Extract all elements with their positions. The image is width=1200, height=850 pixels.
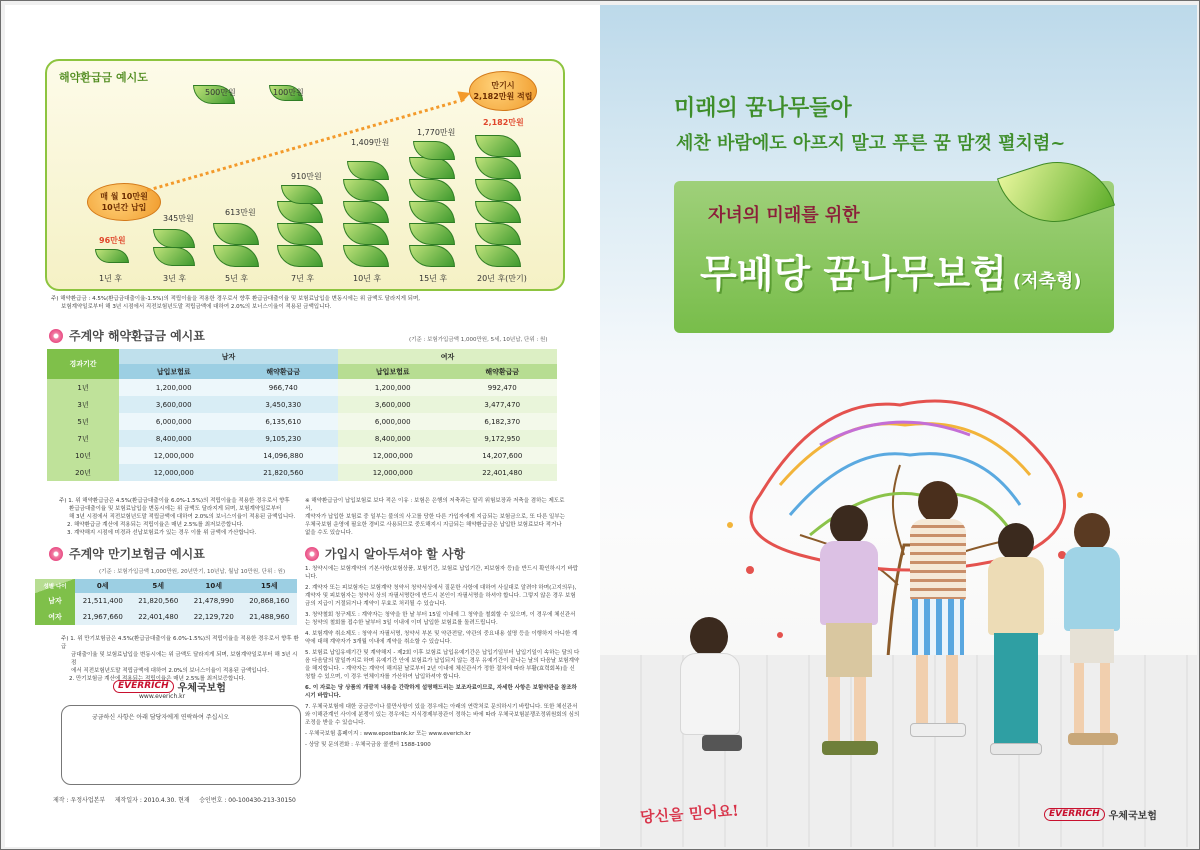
notice-item: 2. 계약자 또는 피보험자는 보험계약 청약서 청약서상에서 질문한 사항에 대하여 사실대로 알려야 하며(고지의무), 계약자 및 피보험자는 청약서 상의 자필서명란에 반드시 본인이 자필서명을 하셔야 합니다. 그렇지 않은 경우 보험금의 지급이 거절되거나 계약이 무효로 처리될 수 있습니다. bbox=[305, 585, 577, 607]
cover-page bbox=[600, 5, 1197, 847]
flower-icon bbox=[305, 547, 319, 561]
year-15: 15년 후 bbox=[419, 274, 448, 283]
notice-item: 6. 이 자료는 당 상품의 개괄적 내용을 간략하게 설명해드리는 보조자료이므로, 자세한 사항은 보험약관을 참조하시기 바랍니다. bbox=[305, 685, 577, 699]
table-row: 3년 3,600,000 3,450,330 3,600,000 3,477,470 bbox=[47, 396, 557, 413]
table2-title: 주계약 만기보험금 예시표 bbox=[49, 545, 205, 562]
child-figure bbox=[984, 523, 1048, 757]
leaf-icon bbox=[153, 229, 195, 248]
age-col: 10세 bbox=[186, 579, 242, 593]
year-7: 7년 후 bbox=[291, 274, 315, 283]
group-female: 여자 bbox=[338, 349, 557, 364]
leaf-icon bbox=[343, 245, 389, 267]
notice-item: - 상담 및 문의전화 : 우체국금융 콜센터 1588-1900 bbox=[305, 742, 431, 748]
logo-mark: EVERRICH bbox=[1044, 808, 1105, 821]
product-type: (저축형) bbox=[1012, 271, 1082, 292]
leaf-icon bbox=[409, 157, 455, 179]
age-col: 5세 bbox=[131, 579, 187, 593]
table1-notes-left: 주) 1. 위 해약환급금은 4.5%(환급금대출이율 6.0%-1.5%)의 적립이율을 적용한 경우로서 향후 환급금대출이율 및 보험료납입을 변동시에는 위 금액도 달라지게 되며, 보험계약일로부터 해 3년 시점에서 직전보험년도말 적립금액에 대하여 2.0%의 보너스이율이 적용된 금액입니다. 2. 해약환급금 계산에 적용되는 적립이율은 매년 2.5%를 최저보증합니다. 3. 계약해지 시점에 미경과 선납보험료가 있는 경우 이를 위 금액에 가산합니다. bbox=[59, 498, 296, 536]
leaf-icon bbox=[409, 179, 455, 201]
table1-notes-right: ※ 해약환급금이 납입보험료 보다 적은 이유 : 보험은 은행의 저축과는 달리 위험보장과 저축을 겸하는 제도로서, 계약자가 납입한 보험료 중 일부는 불의의 사고를 당한 다른 가입자에게 지급되는 보험금으로, 또 다른 일부는 우체국보험 운영에 필요한 경비로 사용되므로 중도해지시 지급되는 해약환급금은 납입한 보험료보다 적거나 없을 수도 있습니다. bbox=[305, 498, 565, 536]
table-row: 5년 6,000,000 6,135,610 6,000,000 6,182,370 bbox=[47, 413, 557, 430]
leaf-icon bbox=[409, 245, 455, 267]
col-period: 경과기간 bbox=[47, 349, 119, 379]
year-3: 3년 후 bbox=[163, 274, 187, 283]
table-row: 7년 8,400,000 9,105,230 8,400,000 9,172,950 bbox=[47, 430, 557, 447]
year-10: 10년 후 bbox=[353, 274, 382, 283]
col-female-premium: 납입보험료 bbox=[338, 364, 448, 379]
table2-unit-note: (기준 : 보험가입금액 1,000만원, 20년만기, 10년납, 월납 10만원, 단위 : 원) bbox=[99, 569, 286, 575]
flying-label-500: 500만원 bbox=[205, 88, 236, 97]
leaf-icon bbox=[409, 201, 455, 223]
table1-title: 주계약 해약환급금 예시표 bbox=[49, 327, 205, 344]
leaf-icon bbox=[475, 179, 521, 201]
logo-mark: EVERRICH bbox=[113, 680, 174, 693]
refund-table bbox=[47, 349, 557, 481]
slogan: 당신을 믿어요! bbox=[639, 801, 740, 827]
value-1y: 96만원 bbox=[99, 236, 126, 245]
growth-title: 해약환급금 예시도 bbox=[59, 71, 148, 84]
col-male-refund: 해약환급금 bbox=[229, 364, 339, 379]
notice-item: - 우체국보험 홈페이지 : www.epostbank.kr 또는 www.everich.kr bbox=[305, 731, 471, 737]
flower-icon bbox=[49, 547, 63, 561]
table-row: 1년 1,200,000 966,740 1,200,000 992,470 bbox=[47, 379, 557, 396]
table-row: 20년 12,000,000 21,820,560 12,000,000 22,401,480 bbox=[47, 464, 557, 481]
leaf-icon bbox=[277, 201, 323, 223]
leaf-icon bbox=[475, 135, 521, 157]
col-male-premium: 납입보험료 bbox=[119, 364, 229, 379]
age-col: 0세 bbox=[75, 579, 131, 593]
value-7y: 910만원 bbox=[291, 172, 322, 181]
group-male: 남자 bbox=[119, 349, 338, 364]
year-1: 1년 후 bbox=[99, 274, 123, 283]
leaf-icon bbox=[343, 179, 389, 201]
value-15y: 1,770만원 bbox=[417, 128, 456, 137]
value-3y: 345만원 bbox=[163, 214, 194, 223]
value-10y: 1,409만원 bbox=[351, 138, 390, 147]
age-col: 15세 bbox=[242, 579, 298, 593]
left-page bbox=[5, 5, 600, 847]
leaf-icon bbox=[213, 223, 259, 245]
maturity-table bbox=[35, 579, 297, 625]
leaf-icon bbox=[95, 249, 129, 263]
leaf-icon bbox=[343, 223, 389, 245]
contact-text: 궁금하신 사항은 아래 담당자에게 연락하여 주십시오 bbox=[92, 714, 230, 721]
col-female-refund: 해약환급금 bbox=[448, 364, 558, 379]
headline-2: 세찬 바람에도 아프지 말고 푸른 꿈 맘껏 펼치렴~ bbox=[676, 133, 1066, 154]
banner-sub: 자녀의 미래를 위한 bbox=[708, 205, 860, 226]
value-20y: 2,182만원 bbox=[483, 118, 524, 127]
growth-chart-box bbox=[45, 59, 565, 291]
table1-unit-note: (기준 : 보험가입금액 1,000만원, 5세, 10년납, 단위 : 원) bbox=[409, 337, 548, 343]
print-footer: 제작 : 우정사업본부 제작일자 : 2010.4.30. 현재 승인번호 : 00-100430-213-30150 bbox=[53, 797, 296, 804]
notice-item: 3. 청약철회 청구제도 : 계약자는 청약을 한 날 부터 15일 이내에 그 청약을 철회할 수 있으며, 이 경우에 체신관서는 청약의 철회를 접수한 날부터 3일 이내에 이미 납입한 보험료를 돌려드립니다. bbox=[305, 612, 576, 626]
everich-logo: EVERRICH 우체국보험 bbox=[113, 679, 226, 694]
contact-box bbox=[61, 705, 301, 785]
child-figure bbox=[814, 505, 886, 757]
leaf-icon bbox=[475, 245, 521, 267]
leaf-icon bbox=[475, 201, 521, 223]
leaf-icon bbox=[409, 223, 455, 245]
headline-1: 미래의 꿈나무들아 bbox=[674, 95, 852, 121]
leaf-icon bbox=[343, 201, 389, 223]
growth-footnote: 주) 해약환급금 : 4.5%(환급금대출이율-1.5%)의 적립이율을 적용한 경우로서 향후 환급금대출이율 및 보험료납입을 변동시에는 위 금액도 달라지게 되며, 보험계약일로부터 해 3년 시점에서 직전보험년도말 적립금액에 대하여 2.0%의 보너스이율이 적용된 금액입니다. bbox=[51, 296, 421, 310]
notices-title: 가입시 알아두셔야 할 사항 bbox=[305, 545, 465, 562]
notice-item: 7. 우체국보험에 대한 궁금증이나 불만사항이 있을 경우에는 아래의 연락처로 문의하시기 바랍니다. 또한 체신관서와 이해관계인 사이에 분쟁이 있는 경우에는 지식경제부장관이 정하는 바에 따라 우체국보험분쟁조정위원회의 심의조정을 받을 수 있습니다. bbox=[305, 704, 580, 726]
leaf-icon bbox=[213, 245, 259, 267]
notice-item: 1. 청약시에는 보험계약의 기본사항(보험상품, 보험기간, 보험료 납입기간, 피보험자 등)을 반드시 확인하시기 바랍니다. bbox=[305, 566, 579, 580]
leaf-icon bbox=[475, 223, 521, 245]
flying-label-100: 100만원 bbox=[273, 88, 304, 97]
banner-leaf-icon bbox=[997, 146, 1115, 237]
table-row: 남자 21,511,400 21,820,560 21,478,990 20,868,160 bbox=[35, 593, 297, 609]
child-figure bbox=[1060, 513, 1124, 749]
table-row: 10년 12,000,000 14,096,880 12,000,000 14,207,600 bbox=[47, 447, 557, 464]
leaf-icon bbox=[153, 247, 195, 266]
leaf-icon bbox=[475, 157, 521, 179]
year-5: 5년 후 bbox=[225, 274, 249, 283]
leaf-icon bbox=[277, 245, 323, 267]
product-name-line bbox=[700, 243, 1082, 298]
child-figure bbox=[904, 481, 974, 751]
value-5y: 613만원 bbox=[225, 208, 256, 217]
cover-logo: EVERRICH 우체국보험 bbox=[1044, 807, 1157, 822]
bubble-monthly: 매 월 10만원 10년간 납입 bbox=[87, 183, 161, 221]
leaf-icon bbox=[277, 223, 323, 245]
notice-item: 4. 보험계약 취소제도 : 청약서 자필서명, 청약서 부본 및 약관전달, 약관의 중요내용 설명 등을 이행하지 아니한 계약에 대해 계약자가 3개월 이내에 계약을 취소할 수 있습니다. bbox=[305, 631, 578, 645]
notice-item: 5. 보험료 납입유예기간 및 계약해지 - 제2회 이후 보험료 납입유예기간은 납입기일부터 납입기일이 속하는 달의 다음 다음달의 말일까지로 하며 유예기간 안에 보험료가 납입되지 않는 경우 유예기간이 끝나는 날의 다음날 보험계약을 해지합니다. - 계약자는 계약이 해지된 날로부터 2년 이내에 체신관서가 정한 절차에 따라 부활(효력회복)을 신청할 수 있으며, 이 경우 연체이자를 가산하여 납입하셔야 합니다. bbox=[305, 650, 580, 680]
bubble-maturity: 만기시 2,182만원 적립 bbox=[469, 71, 537, 111]
year-20: 20년 후(만기) bbox=[477, 274, 527, 283]
table-row: 여자 21,967,660 22,401,480 22,129,720 21,488,960 bbox=[35, 609, 297, 625]
flower-icon bbox=[49, 329, 63, 343]
leaf-icon bbox=[347, 161, 389, 180]
logo-url: www.everich.kr bbox=[139, 693, 186, 700]
notices-list bbox=[305, 565, 580, 752]
product-banner bbox=[674, 181, 1114, 333]
table2-notes: 주) 1. 위 만기보험금은 4.5%(환급금대출이율 6.0%-1.5%)의 적립이율을 적용한 경우로서 향후 환급 금대출이율 및 보험료납입을 변동시에는 위 금액도 달라지게 되며, 보험계약일로부터 해 3년 시점 에서 직전보험년도말 적립금액에 대하여 2.0%의 보너스이율이 적용된 금액입니다. 2. 만기보험금 계산에 적용되는 적립이율은 매년 2.5%를 최저보증합니다. bbox=[61, 636, 299, 682]
product-name: 무배당 꿈나무보험 bbox=[700, 252, 1007, 296]
child-figure bbox=[672, 617, 748, 767]
corner-cell: 성별 나이 bbox=[35, 579, 75, 593]
